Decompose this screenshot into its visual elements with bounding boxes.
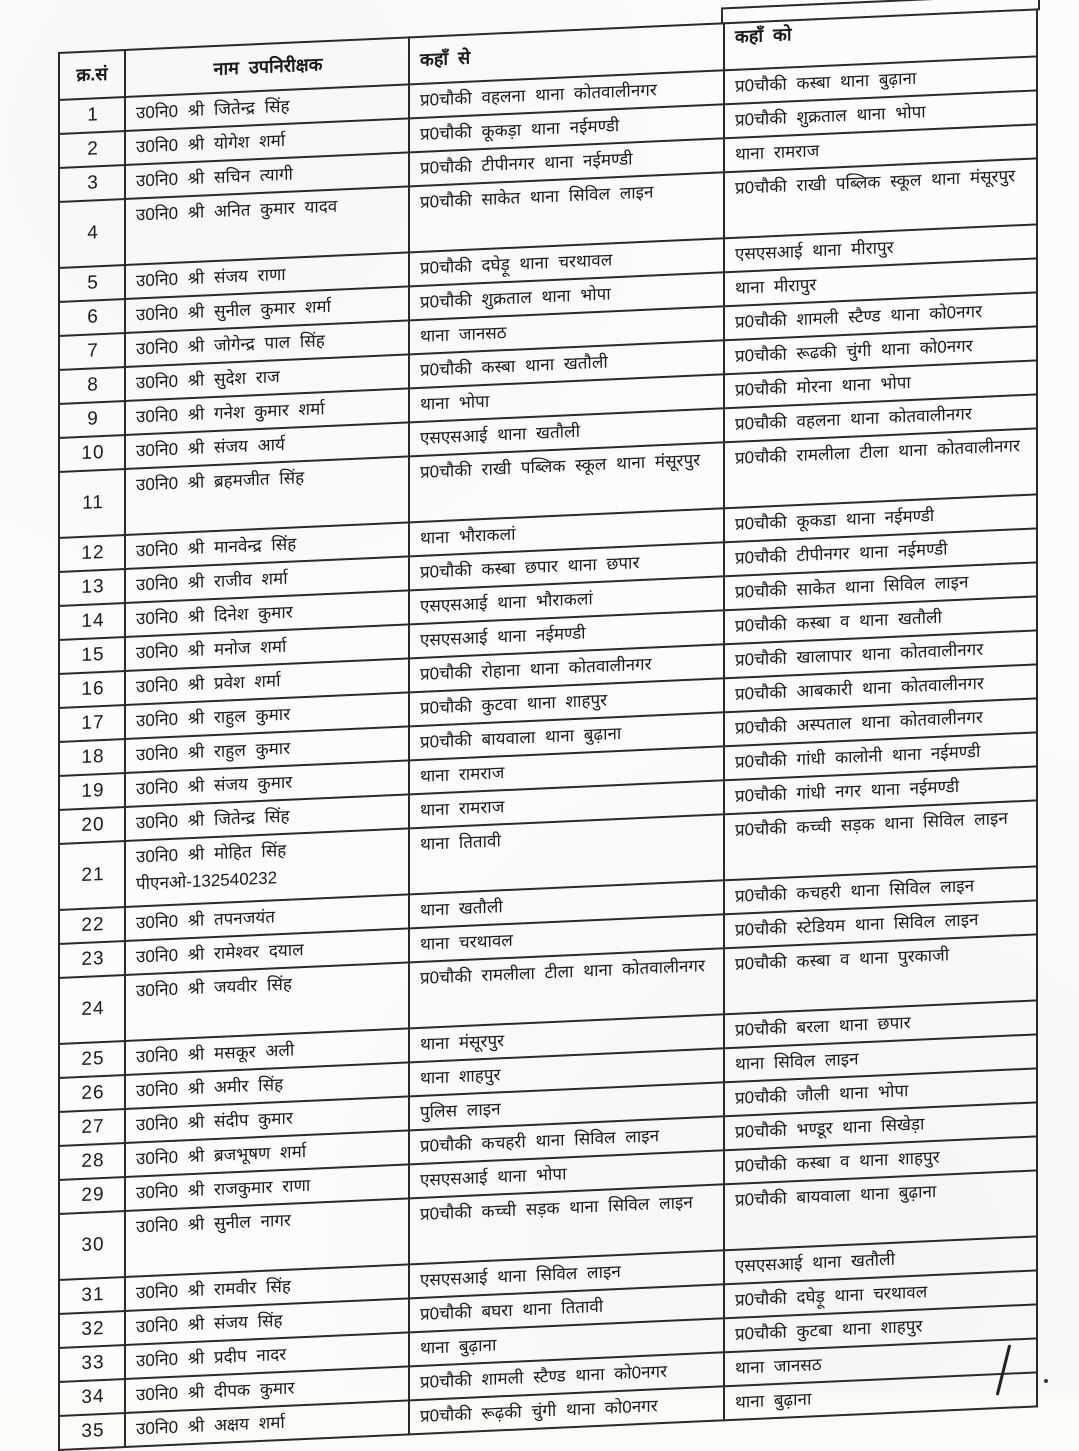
to-cell: प्र0चौकी कस्बा थाना बुढ़ाना bbox=[724, 56, 1037, 104]
officer-name: उ0नि0 श्री मानवेन्द्र सिंह bbox=[136, 534, 297, 561]
from-cell: प्र0चौकी रोहाना थाना कोतवालीनगर bbox=[409, 644, 724, 692]
to-cell: प्र0चौकी मोरना थाना भोपा bbox=[724, 360, 1037, 408]
from-cell: प्र0चौकी रामलीला टीला थाना कोतवालीनगर bbox=[409, 948, 724, 1028]
officer-name: उ0नि0 श्री दिनेश कुमार bbox=[136, 602, 293, 629]
to-cell: प्र0चौकी खालापार थाना कोतवालीनगर bbox=[724, 630, 1037, 678]
officer-name: उ0नि0 श्री रामवीर सिंह bbox=[136, 1276, 291, 1303]
column-header-to-label: कहाँ को bbox=[735, 23, 792, 47]
from-cell: प्र0चौकी बघरा थाना तितावी bbox=[409, 1284, 724, 1332]
serial-cell: 35 bbox=[59, 1413, 125, 1450]
officer-name: उ0नि0 श्री जितेन्द्र सिंह bbox=[136, 96, 290, 123]
officer-name: उ0नि0 श्री संदीप कुमार bbox=[136, 1108, 293, 1135]
serial-cell: 2 bbox=[59, 131, 125, 168]
from-cell: थाना रामराज bbox=[409, 780, 724, 828]
officer-name: उ0नि0 श्री अमीर सिंह bbox=[136, 1074, 284, 1101]
to-cell: प्र0चौकी भण्डूर थाना सिखेड़ा bbox=[724, 1102, 1037, 1150]
officer-name: उ0नि0 श्री प्रवेश शर्मा bbox=[136, 671, 281, 697]
officer-name: उ0नि0 श्री दीपक कुमार bbox=[136, 1378, 295, 1405]
officer-name: उ0नि0 श्री राहुल कुमार bbox=[136, 738, 291, 765]
from-cell: थाना तितावी bbox=[409, 814, 724, 894]
officer-name: उ0नि0 श्री राजकुमार राणा bbox=[136, 1175, 311, 1203]
officer-name: उ0नि0 श्री जयवीर सिंह bbox=[136, 974, 292, 1001]
serial-cell: 25 bbox=[59, 1041, 125, 1078]
from-cell: प्र0चौकी कचहरी थाना सिविल लाइन bbox=[409, 1116, 724, 1164]
to-cell: प्र0चौकी अस्पताल थाना कोतवालीनगर bbox=[724, 698, 1037, 746]
to-cell: प्र0चौकी आबकारी थाना कोतवालीनगर bbox=[724, 664, 1037, 712]
to-cell: प्र0चौकी जौली थाना भोपा bbox=[724, 1068, 1037, 1116]
serial-cell: 34 bbox=[59, 1379, 125, 1416]
name-cell bbox=[125, 1198, 409, 1277]
officer-name: उ0नि0 श्री सुदेश राज bbox=[136, 367, 280, 393]
name-cell bbox=[125, 456, 409, 535]
from-cell: एसएसआई थाना भौराकलां bbox=[409, 576, 724, 624]
serial-cell: 11 bbox=[59, 469, 125, 538]
serial-cell: 17 bbox=[59, 705, 125, 742]
from-cell: प्र0चौकी कस्बा छपार थाना छपार bbox=[409, 542, 724, 590]
serial-cell: 9 bbox=[59, 401, 125, 438]
from-cell: थाना शाहपुर bbox=[409, 1048, 724, 1096]
name-cell bbox=[125, 828, 409, 907]
to-cell: थाना जानसठ bbox=[724, 1338, 1037, 1386]
serial-cell: 4 bbox=[59, 199, 125, 268]
to-cell: थाना रामराज bbox=[724, 124, 1037, 172]
to-cell: थाना मीरापुर bbox=[724, 258, 1037, 306]
officer-name: उ0नि0 श्री सचिन त्यागी bbox=[136, 164, 293, 191]
officer-name: उ0नि0 श्री मसकूर अली bbox=[136, 1040, 295, 1067]
to-cell: प्र0चौकी बायवाला थाना बुढ़ाना bbox=[724, 1170, 1037, 1250]
serial-cell: 6 bbox=[59, 299, 125, 336]
table-sheet bbox=[58, 8, 1036, 1451]
officer-name: उ0नि0 श्री राहुल कुमार bbox=[136, 704, 291, 731]
serial-cell: 3 bbox=[59, 165, 125, 202]
from-cell: प्र0चौकी शुक्रताल थाना भोपा bbox=[409, 272, 724, 320]
serial-cell: 27 bbox=[59, 1109, 125, 1146]
to-cell: प्र0चौकी साकेत थाना सिविल लाइन bbox=[724, 562, 1037, 610]
from-cell: प्र0चौकी वहलना थाना कोतवालीनगर bbox=[409, 70, 724, 118]
officer-name: उ0नि0 श्री सुनील कुमार शर्मा bbox=[136, 296, 331, 325]
officer-name: उ0नि0 श्री अक्षय शर्मा bbox=[136, 1412, 285, 1439]
officer-name: उ0नि0 श्री ब्रजभूषण शर्मा bbox=[136, 1141, 307, 1169]
to-cell: प्र0चौकी गांधी नगर थाना नईमण्डी bbox=[724, 766, 1037, 814]
serial-cell: 33 bbox=[59, 1345, 125, 1382]
serial-cell: 19 bbox=[59, 773, 125, 810]
serial-cell: 24 bbox=[59, 975, 125, 1044]
from-cell: पुलिस लाइन bbox=[409, 1082, 724, 1130]
serial-cell: 15 bbox=[59, 637, 125, 674]
serial-cell: 21 bbox=[59, 841, 125, 910]
serial-cell: 18 bbox=[59, 739, 125, 776]
serial-cell: 30 bbox=[59, 1211, 125, 1280]
to-cell: प्र0चौकी स्टेडियम थाना सिविल लाइन bbox=[724, 900, 1037, 948]
from-cell: प्र0चौकी साकेत थाना सिविल लाइन bbox=[409, 172, 724, 252]
to-cell: प्र0चौकी बरला थाना छपार bbox=[724, 1000, 1037, 1048]
from-cell: थाना रामराज bbox=[409, 746, 724, 794]
serial-cell: 29 bbox=[59, 1177, 125, 1214]
officer-name: उ0नि0 श्री सुनील नागर bbox=[136, 1210, 291, 1237]
from-cell: एसएसआई थाना भोपा bbox=[409, 1150, 724, 1198]
officer-name: उ0नि0 श्री ब्रहमजीत सिंह bbox=[136, 468, 305, 495]
officer-name: उ0नि0 श्री मनोज शर्मा bbox=[136, 636, 287, 663]
from-cell: थाना बुढ़ाना bbox=[409, 1318, 724, 1366]
to-cell: प्र0चौकी टीपीनगर थाना नईमण्डी bbox=[724, 528, 1037, 576]
column-header-from: कहाँ से bbox=[409, 23, 724, 84]
to-cell: प्र0चौकी वहलना थाना कोतवालीनगर bbox=[724, 394, 1037, 442]
from-cell: थाना जानसठ bbox=[409, 306, 724, 354]
to-cell: थाना बुढ़ाना bbox=[724, 1372, 1037, 1420]
from-cell: प्र0चौकी शामली स्टैण्ड थाना को0नगर bbox=[409, 1352, 724, 1400]
from-cell: थाना खतौली bbox=[409, 880, 724, 928]
serial-cell: 16 bbox=[59, 671, 125, 708]
officer-name: उ0नि0 श्री योगेश शर्मा bbox=[136, 130, 286, 157]
from-cell: प्र0चौकी कच्ची सड़क थाना सिविल लाइन bbox=[409, 1184, 724, 1264]
column-header-name: नाम उपनिरीक्षक bbox=[125, 37, 409, 97]
from-cell: थाना मंसूरपुर bbox=[409, 1014, 724, 1062]
officer-name: उ0नि0 श्री अनित कुमार यादव bbox=[136, 196, 338, 225]
serial-cell: 13 bbox=[59, 569, 125, 606]
to-cell: प्र0चौकी कस्बा व थाना शाहपुर bbox=[724, 1136, 1037, 1184]
serial-cell: 14 bbox=[59, 603, 125, 640]
to-cell: प्र0चौकी रामलीला टीला थाना कोतवालीनगर bbox=[724, 428, 1037, 508]
serial-cell: 26 bbox=[59, 1075, 125, 1112]
from-cell: प्र0चौकी टीपीनगर थाना नईमण्डी bbox=[409, 138, 724, 186]
to-cell: एसएसआई थाना मीरापुर bbox=[724, 224, 1037, 272]
to-cell: प्र0चौकी गांधी कालोनी थाना नईमण्डी bbox=[724, 732, 1037, 780]
officer-name: उ0नि0 श्री गनेश कुमार शर्मा bbox=[136, 399, 325, 427]
serial-cell: 7 bbox=[59, 333, 125, 370]
name-cell bbox=[125, 186, 409, 265]
transfer-table bbox=[58, 8, 1038, 1451]
serial-cell: 32 bbox=[59, 1311, 125, 1348]
serial-cell: 5 bbox=[59, 265, 125, 302]
from-cell: प्र0चौकी राखी पब्लिक स्कूल थाना मंसूरपुर bbox=[409, 442, 724, 522]
to-cell: प्र0चौकी राखी पब्लिक स्कूल थाना मंसूरपुर bbox=[724, 158, 1037, 238]
from-cell: एसएसआई थाना खतौली bbox=[409, 408, 724, 456]
from-cell: एसएसआई थाना नईमण्डी bbox=[409, 610, 724, 658]
serial-cell: 22 bbox=[59, 907, 125, 944]
to-cell: प्र0चौकी कस्बा व थाना खतौली bbox=[724, 596, 1037, 644]
officer-name: उ0नि0 श्री जोगेन्द्र पाल सिंह bbox=[136, 331, 325, 359]
officer-name: उ0नि0 श्री तपनजयंत bbox=[136, 907, 275, 933]
to-cell: प्र0चौकी कस्बा व थाना पुरकाजी bbox=[724, 934, 1037, 1014]
transfer-table-body bbox=[59, 56, 1037, 1450]
to-cell: प्र0चौकी रूढकी चुंगी थाना को0नगर bbox=[724, 326, 1037, 374]
to-cell: प्र0चौकी दघेड़ू थाना चरथावल bbox=[724, 1270, 1037, 1318]
officer-name: उ0नि0 श्री संजय कुमार bbox=[136, 772, 293, 799]
serial-cell: 8 bbox=[59, 367, 125, 404]
from-cell: प्र0चौकी कुटवा थाना शाहपुर bbox=[409, 678, 724, 726]
officer-name: उ0नि0 श्री प्रदीप नादर bbox=[136, 1344, 287, 1371]
serial-cell: 23 bbox=[59, 941, 125, 978]
officer-name: उ0नि0 श्री रामेश्वर दयाल bbox=[136, 940, 304, 967]
officer-name: उ0नि0 श्री मोहित सिंह bbox=[136, 840, 287, 867]
officer-pno: पीएनओ-132540232 bbox=[136, 868, 278, 894]
to-cell: प्र0चौकी कुटबा थाना शाहपुर bbox=[724, 1304, 1037, 1352]
from-cell: एसएसआई थाना सिविल लाइन bbox=[409, 1250, 724, 1298]
from-cell: प्र0चौकी कस्बा थाना खतौली bbox=[409, 340, 724, 388]
officer-name: उ0नि0 श्री संजय आर्य bbox=[136, 434, 285, 461]
officer-name: उ0नि0 श्री जितेन्द्र सिंह bbox=[136, 806, 290, 833]
to-cell: प्र0चौकी शामली स्टैण्ड थाना को0नगर bbox=[724, 292, 1037, 340]
to-cell: प्र0चौकी कचहरी थाना सिविल लाइन bbox=[724, 866, 1037, 914]
officer-name: उ0नि0 श्री राजीव शर्मा bbox=[136, 568, 288, 595]
serial-cell: 31 bbox=[59, 1277, 125, 1314]
serial-cell: 20 bbox=[59, 807, 125, 844]
serial-cell: 1 bbox=[59, 97, 125, 134]
name-cell bbox=[125, 962, 409, 1041]
column-header-serial: क्र.सं bbox=[59, 50, 125, 100]
from-cell: थाना भौराकलां bbox=[409, 508, 724, 556]
from-cell: प्र0चौकी बायवाला थाना बुढ़ाना bbox=[409, 712, 724, 760]
serial-cell: 12 bbox=[59, 535, 125, 572]
to-cell: थाना सिविल लाइन bbox=[724, 1034, 1037, 1082]
to-cell: प्र0चौकी कूकडा थाना नईमण्डी bbox=[724, 494, 1037, 542]
pen-dot-mark bbox=[1044, 1379, 1048, 1383]
from-cell: थाना भोपा bbox=[409, 374, 724, 422]
to-cell: प्र0चौकी शुक्रताल थाना भोपा bbox=[724, 90, 1037, 138]
serial-cell: 10 bbox=[59, 435, 125, 472]
officer-name: उ0नि0 श्री संजय राणा bbox=[136, 264, 286, 291]
from-cell: थाना चरथावल bbox=[409, 914, 724, 962]
from-cell: प्र0चौकी रूढ़की चुंगी थाना को0नगर bbox=[409, 1386, 724, 1434]
to-cell: प्र0चौकी कच्ची सड़क थाना सिविल लाइन bbox=[724, 800, 1037, 880]
officer-name: उ0नि0 श्री संजय सिंह bbox=[136, 1310, 283, 1337]
from-cell: प्र0चौकी दघेड़ू थाना चरथावल bbox=[409, 238, 724, 286]
from-cell: प्र0चौकी कूकड़ा थाना नईमण्डी bbox=[409, 104, 724, 152]
to-cell: एसएसआई थाना खतौली bbox=[724, 1236, 1037, 1284]
serial-cell: 28 bbox=[59, 1143, 125, 1180]
